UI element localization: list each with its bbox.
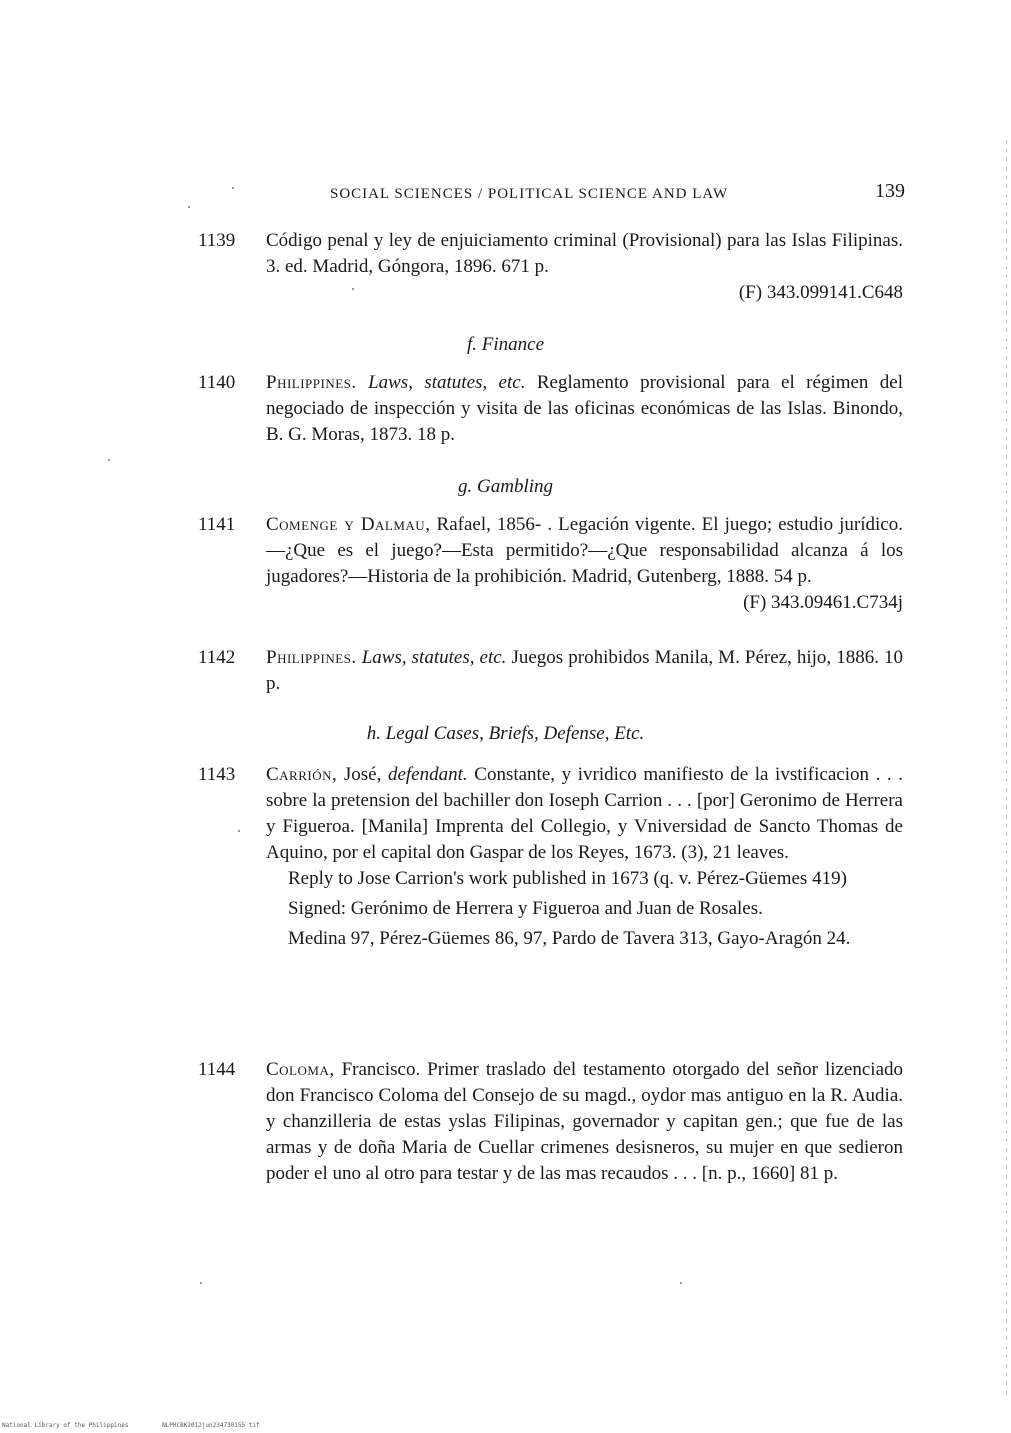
scan-edge-marks (1006, 140, 1007, 1400)
entry-text: Rafael, 1856- . Legación vigente. El juego; estudio jurídico.—¿Que es el juego?—Esta permitido?—¿Que responsabilidad alcanza á los jugadores?—Historia de la prohibición. Madrid, Gutenberg, 1888. 54 p. (266, 514, 903, 587)
entry-number: 1140 (198, 372, 236, 393)
entry-author: Coloma, (266, 1059, 335, 1080)
footer-library: National Library of the Philippines (2, 1422, 129, 1429)
entry-1140 (198, 370, 903, 448)
entry-text: Francisco. Primer traslado del testamento otorgado del señor lizenciado don Francisco Coloma del Consejo de su magd., oydor mas antiguo en la R. Audia. y chanzilleria de estas yslas Filipinas, governador y capitan gen.; que fue de las armas y de doña Maria de Cuellar crimenes desisneros, su mujer en que sedieron poder el uno al otro para testar y de las mas recaudos . . . [n. p., 1660] 81 p. (266, 1059, 904, 1184)
entry-number: 1143 (198, 764, 236, 785)
footer-file-id: NLPHCBK2012jun234730155 tif (162, 1422, 260, 1429)
entry-uniform-title: Laws, statutes, etc. (361, 647, 507, 668)
entry-author: Philippines. (266, 372, 357, 393)
call-number: (F) 343.099141.C648 (738, 282, 903, 303)
scan-footer (2, 1422, 290, 1429)
section-heading-legal-cases: h. Legal Cases, Briefs, Defense, Etc. (366, 723, 645, 744)
entry-note: Medina 97, Pérez-Güemes 86, 97, Pardo de Tavera 313, Gayo-Aragón 24. (288, 928, 851, 949)
entry-number: 1139 (198, 230, 236, 251)
section-heading-finance: f. Finance (466, 334, 545, 355)
scan-speck (108, 459, 110, 461)
scan-speck (680, 1282, 682, 1284)
running-header (330, 180, 905, 210)
entry-1142 (198, 645, 903, 697)
scan-speck (200, 1282, 202, 1284)
entry-text: Constante, y ivridico manifiesto de la ivstificacion . . . sobre la pretension del bachiller don Ioseph Carrion . . . [por] Geronimo de Herrera y Figueroa. [Manila] Imprenta del Collegio, y Vniversidad de Sancto Thomas de Aquino, por el capital don Gaspar de los Reyes, 1673. (3), 21 leaves. (266, 764, 904, 863)
entry-note: Signed: Gerónimo de Herrera y Figueroa and Juan de Rosales. (288, 898, 763, 919)
entry-1143 (198, 762, 903, 956)
running-title: SOCIAL SCIENCES / POLITICAL SCIENCE AND LAW (330, 186, 729, 202)
entry-author: Philippines. (266, 647, 357, 668)
entry-author-forename: José, (343, 764, 382, 785)
entry-note: Reply to Jose Carrion's work published in 1673 (q. v. Pérez-Güemes 419) (288, 868, 847, 889)
entry-number: 1142 (198, 647, 236, 668)
entry-text: Código penal y ley de enjuiciamento criminal (Provisional) para las Islas Filipinas. 3. ed. Madrid, Góngora, 1896. 671 p. (266, 230, 903, 277)
entry-text: Reglamento provisional para el régimen del negociado de inspección y visita de las oficinas económicas de las Islas. Binondo, B. G. Moras, 1873. 18 p. (266, 372, 904, 445)
entry-role: defendant. (387, 764, 468, 785)
section-heading-gambling: g. Gambling (458, 476, 553, 497)
entry-1139 (198, 228, 903, 306)
entry-1144 (198, 1057, 903, 1187)
call-number: (F) 343.09461.C734j (743, 592, 903, 613)
entry-author: Carrión, (266, 764, 338, 785)
page-number: 139 (875, 180, 905, 202)
entry-notes (288, 866, 903, 952)
entry-uniform-title: Laws, statutes, etc. (368, 372, 526, 393)
entry-1141 (198, 512, 903, 616)
scan-speck (188, 206, 190, 208)
entry-number: 1141 (198, 514, 236, 535)
scan-speck (232, 187, 234, 189)
entry-author: Comenge y Dalmau, (266, 514, 431, 535)
entry-number: 1144 (198, 1059, 236, 1080)
entry-text: Juegos prohibidos Manila, M. Pérez, hijo, 1886. 10 p. (266, 647, 904, 694)
